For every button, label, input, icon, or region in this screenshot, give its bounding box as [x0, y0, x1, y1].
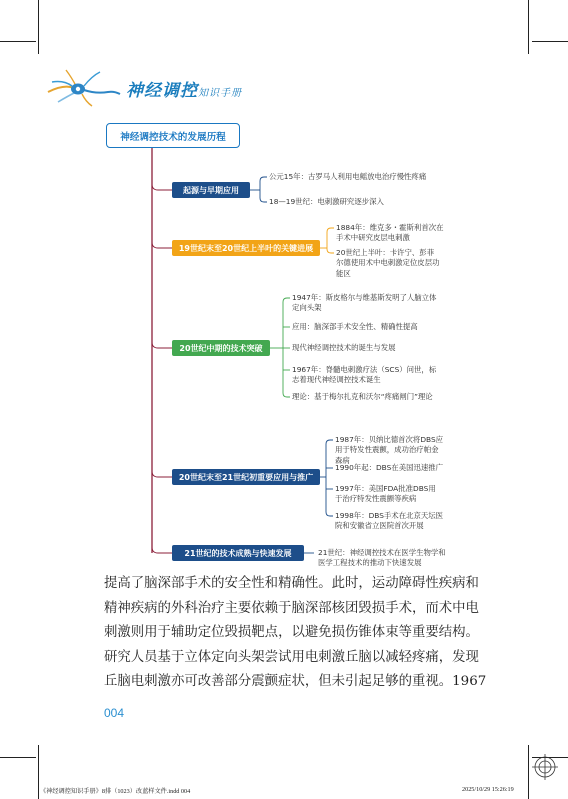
- timeline-item: [292, 343, 395, 353]
- timeline-item: [269, 197, 384, 207]
- timeline-item: [335, 484, 436, 505]
- timeline-item: [335, 463, 443, 473]
- stage-node: 20世纪中期的技术突破: [172, 340, 270, 356]
- timeline-item-line: 尔德使用术中电刺激定位皮层功: [336, 258, 440, 268]
- book-title-small: 知识手册: [198, 88, 242, 99]
- timeline-item-line: 1998年：DBS手术在北京天坛医: [335, 510, 444, 520]
- timeline-item-line: 1987年：贝纳比德首次将DBS应: [335, 434, 444, 444]
- timeline-item-line: 公元15年：古罗马人利用电鳐放电治疗慢性疼痛: [269, 171, 427, 181]
- book-title-large: 神经调控: [126, 81, 198, 101]
- timeline-item: [335, 435, 443, 466]
- body-text: [104, 572, 487, 695]
- crop-mark: [0, 757, 36, 758]
- timeline-item-line: 1947年：斯皮格尔与维基斯发明了人脑立体: [292, 292, 437, 302]
- crop-mark: [38, 745, 39, 799]
- body-line: 刺激则用于辅助定位毁损靶点，以避免损伤锥体束等重要结构。: [104, 625, 479, 641]
- timeline-item: [336, 223, 444, 244]
- timeline-item: [318, 548, 446, 569]
- timeline-item-line: 能区: [336, 268, 351, 278]
- stage-connector: [152, 471, 172, 477]
- timeline-item: [292, 365, 436, 386]
- timeline-item-line: 21世纪：神经调控技术在医学生物学和: [318, 547, 446, 557]
- registration-target-icon: [530, 752, 560, 782]
- item-connector: [327, 228, 334, 232]
- timeline-item-line: 志着现代神经调控技术诞生: [292, 375, 381, 385]
- timeline-item: [292, 392, 433, 402]
- body-line: 精神疾病的外科治疗主要依赖于脑深部核团毁损手术，而术中电: [104, 600, 479, 616]
- timeline-item-line: 用于特发性震颤，成功治疗帕金: [335, 445, 439, 455]
- body-line: 丘脑电刺激亦可改善部分震颤症状，但未引起足够的重视。1967: [104, 674, 487, 690]
- body-line: 提高了脑深部手术的安全性和精确性。此时，运动障碍性疾病和: [104, 576, 479, 591]
- stage-node: 21世纪的技术成熟与快速发展: [172, 545, 304, 561]
- timeline-item: [292, 322, 418, 332]
- timeline-item-line: 森病: [335, 455, 350, 465]
- item-connector: [326, 512, 333, 516]
- item-connector: [283, 393, 290, 397]
- footer-file-info: 《神经调控知识手册》8排（1023）改蓝样文件.indd 004: [40, 788, 191, 795]
- stage-connector: [152, 547, 172, 553]
- item-connector: [260, 198, 267, 202]
- timeline-item: [292, 293, 436, 314]
- item-connector: [327, 249, 334, 253]
- stage-connector: [152, 342, 172, 348]
- body-line: 研究人员基于立体定向头架尝试用电刺激丘脑以减轻疼痛，发现: [104, 649, 479, 665]
- timeline-item-line: 1997年：美国FDA批准DBS用: [335, 483, 436, 493]
- diagram-root: 神经调控技术的发展历程: [106, 123, 240, 148]
- stage-node: 20世纪末至21世纪初重要应用与推广: [172, 469, 320, 485]
- timeline-item: [335, 511, 443, 532]
- page-number: 004: [104, 706, 125, 720]
- timeline-item-line: 现代神经调控技术的诞生与发展: [292, 342, 396, 352]
- timeline-item-line: 院和安徽省立医院首次开展: [335, 521, 424, 531]
- stage-connector: [152, 184, 172, 190]
- timeline-item-line: 手术中研究皮层电刺激: [336, 233, 410, 243]
- stage-connector: [152, 242, 172, 248]
- item-connector: [283, 298, 290, 302]
- timeline-item-line: 应用：脑深部手术安全性、精确性提高: [292, 321, 418, 331]
- timeline-item-line: 于治疗特发性震颤等疾病: [335, 494, 417, 504]
- timeline-item: [269, 172, 426, 182]
- timeline-item-line: 18—19世纪：电刺激研究逐步深入: [269, 196, 384, 206]
- timeline-item-line: 1990年起：DBS在美国迅速推广: [335, 462, 444, 472]
- timeline-item-line: 理论：基于梅尔扎克和沃尔“疼痛闸门”理论: [292, 391, 433, 401]
- stage-node: 起源与早期应用: [172, 182, 250, 198]
- timeline-item-line: 医学工程技术的推动下快速发展: [318, 558, 422, 568]
- timeline-item-line: 20世纪上半叶：卡许宁、彭菲: [336, 247, 435, 257]
- item-connector: [326, 440, 333, 444]
- footer-date: 2025/10/29 15:26:19: [462, 786, 514, 793]
- timeline-item-line: 1884年：维克多・霍斯利首次在: [336, 222, 444, 232]
- timeline-item-line: 定向头架: [292, 303, 322, 313]
- timeline-item: [336, 248, 439, 279]
- stage-node: 19世纪末至20世纪上半叶的关键进展: [172, 240, 320, 256]
- timeline-item-line: 1967年：脊髓电刺激疗法（SCS）问世，标: [292, 364, 437, 374]
- item-connector: [260, 177, 267, 181]
- crop-mark: [528, 745, 529, 799]
